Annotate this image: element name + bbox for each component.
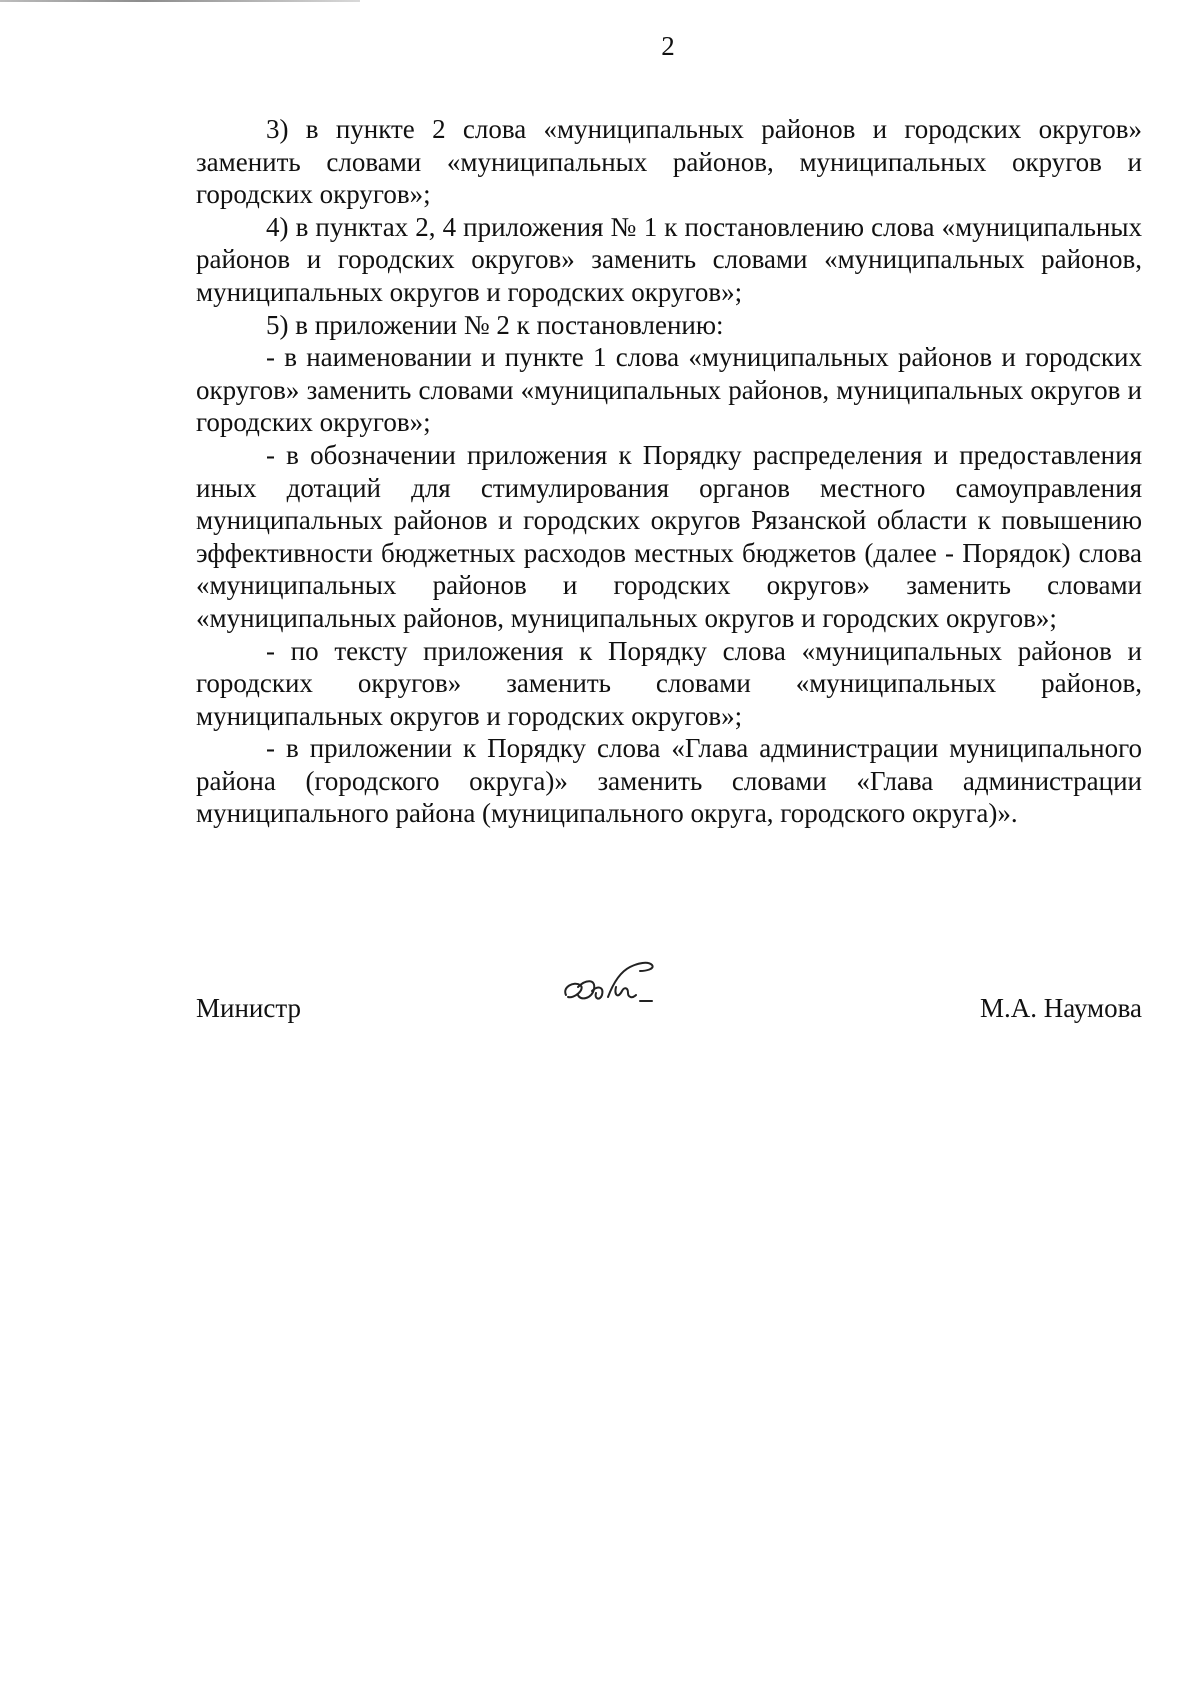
handwritten-signature-icon [556, 957, 674, 1017]
paragraph-item-3: 3) в пункте 2 слова «муниципальных районов и городских округов» заменить словами «муниципальных районов, муниципальных округов и городских округов»; [196, 114, 1142, 210]
paragraph-subitem-head-of-administration: - в приложении к Порядку слова «Глава администрации муниципального района (городского округа)» заменить словами «Глава администрации муниципального района (муниципального округа, городского округа)». [196, 733, 1142, 829]
page-number: 2 [661, 31, 675, 61]
paragraph-subitem-appendix-designation: - в обозначении приложения к Порядку распределения и предоставления иных дотаций для стимулирования органов местного самоуправления муниципальных районов и городских округов Рязанской области к повышению эффективности бюджетных расходов местных бюджетов (далее - Порядок) слова «муниципальных районов и городских округов» заменить словами «муниципальных районов, муниципальных округов и городских округов»; [196, 439, 1142, 633]
paragraph-subitem-appendix-text: - по тексту приложения к Порядку слова «муниципальных районов и городских округов» заменить словами «муниципальных районов, муниципальных округов и городских округов»; [196, 635, 1142, 731]
signatory-position: Министр [196, 993, 301, 1023]
paragraph-item-4: 4) в пунктах 2, 4 приложения № 1 к постановлению слова «муниципальных районов и городских округов» заменить словами «муниципальных районов, муниципальных округов и городских округов»; [196, 211, 1142, 307]
scan-edge-mark [0, 0, 360, 2]
paragraph-item-5: 5) в приложении № 2 к постановлению: [266, 309, 724, 340]
paragraph-subitem-name: - в наименовании и пункте 1 слова «муниципальных районов и городских округов» заменить словами «муниципальных районов, муниципальных округов и городских округов»; [196, 342, 1142, 438]
document-body [196, 113, 1142, 830]
signatory-name: М.А. Наумова [980, 993, 1142, 1023]
